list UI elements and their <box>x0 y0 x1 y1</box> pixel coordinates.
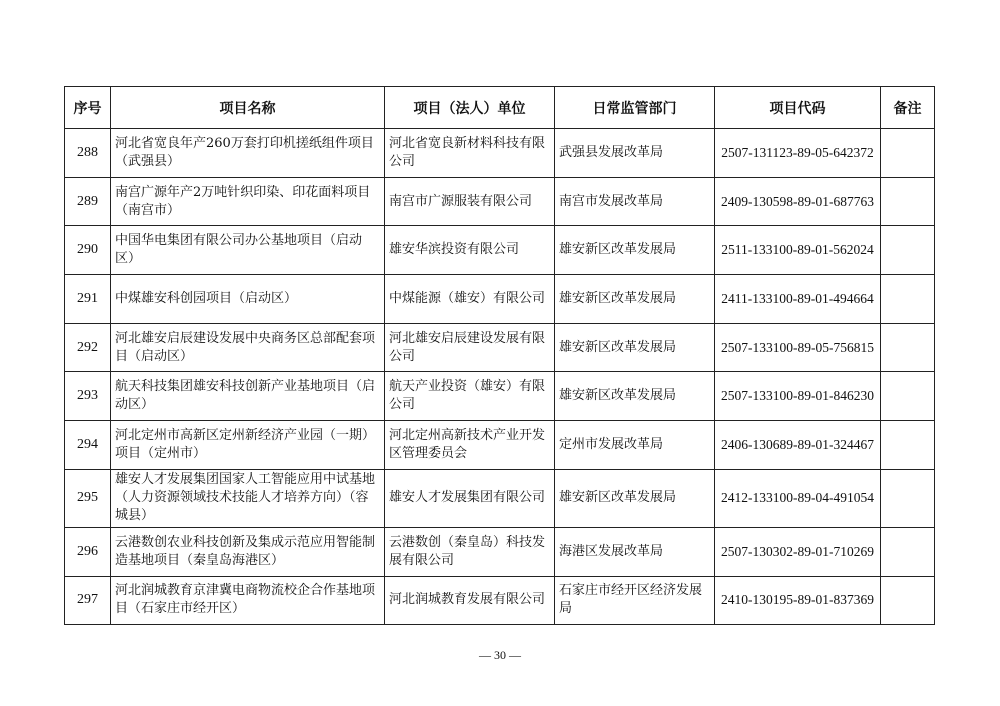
row-no: 295 <box>65 469 111 527</box>
row-dept: 南宫市发展改革局 <box>555 177 715 226</box>
row-name: 河北省宽良年产260万套打印机搓纸组件项目（武强县） <box>111 129 385 178</box>
row-code: 2507-133100-89-01-846230 <box>715 372 881 421</box>
row-name: 河北定州市高新区定州新经济产业园（一期）项目（定州市） <box>111 421 385 470</box>
row-remark <box>881 372 935 421</box>
row-dept: 雄安新区改革发展局 <box>555 469 715 527</box>
row-no: 293 <box>65 372 111 421</box>
row-dept: 雄安新区改革发展局 <box>555 275 715 324</box>
table-row <box>65 275 935 324</box>
header-remark: 备注 <box>881 87 935 129</box>
row-code: 2406-130689-89-01-324467 <box>715 421 881 470</box>
row-remark <box>881 177 935 226</box>
row-unit: 河北润城教育发展有限公司 <box>385 576 555 625</box>
row-unit: 航天产业投资（雄安）有限公司 <box>385 372 555 421</box>
row-unit: 雄安华滨投资有限公司 <box>385 226 555 275</box>
row-dept: 雄安新区改革发展局 <box>555 226 715 275</box>
row-name: 河北雄安启辰建设发展中央商务区总部配套项目（启动区） <box>111 323 385 372</box>
row-name: 河北润城教育京津冀电商物流校企合作基地项目（石家庄市经开区） <box>111 576 385 625</box>
row-code: 2507-131123-89-05-642372 <box>715 129 881 178</box>
row-no: 296 <box>65 527 111 576</box>
table-row <box>65 129 935 178</box>
row-code: 2411-133100-89-01-494664 <box>715 275 881 324</box>
table-row <box>65 177 935 226</box>
row-unit: 南宫市广源服装有限公司 <box>385 177 555 226</box>
row-unit: 河北雄安启辰建设发展有限公司 <box>385 323 555 372</box>
row-no: 289 <box>65 177 111 226</box>
row-remark <box>881 323 935 372</box>
row-unit: 中煤能源（雄安）有限公司 <box>385 275 555 324</box>
table-row <box>65 527 935 576</box>
header-dept: 日常监管部门 <box>555 87 715 129</box>
row-remark <box>881 527 935 576</box>
row-name: 中国华电集团有限公司办公基地项目（启动区） <box>111 226 385 275</box>
row-name: 雄安人才发展集团国家人工智能应用中试基地（人力资源领域技术技能人才培养方向）（容城县） <box>111 469 385 527</box>
header-name: 项目名称 <box>111 87 385 129</box>
row-unit: 雄安人才发展集团有限公司 <box>385 469 555 527</box>
row-remark <box>881 576 935 625</box>
row-no: 292 <box>65 323 111 372</box>
row-code: 2412-133100-89-04-491054 <box>715 469 881 527</box>
project-table <box>64 86 935 625</box>
row-unit: 云港数创（秦皇岛）科技发展有限公司 <box>385 527 555 576</box>
row-dept: 定州市发展改革局 <box>555 421 715 470</box>
header-unit: 项目（法人）单位 <box>385 87 555 129</box>
row-remark <box>881 421 935 470</box>
table-row <box>65 226 935 275</box>
row-remark <box>881 275 935 324</box>
row-no: 294 <box>65 421 111 470</box>
table-row <box>65 372 935 421</box>
row-remark <box>881 226 935 275</box>
row-remark <box>881 129 935 178</box>
header-no: 序号 <box>65 87 111 129</box>
table-row <box>65 323 935 372</box>
row-no: 288 <box>65 129 111 178</box>
table-row <box>65 421 935 470</box>
row-dept: 雄安新区改革发展局 <box>555 323 715 372</box>
row-code: 2507-130302-89-01-710269 <box>715 527 881 576</box>
page-number: — 30 — <box>479 648 521 662</box>
row-name: 南宫广源年产2万吨针织印染、印花面料项目（南宫市） <box>111 177 385 226</box>
row-no: 290 <box>65 226 111 275</box>
row-no: 291 <box>65 275 111 324</box>
header-code: 项目代码 <box>715 87 881 129</box>
row-no: 297 <box>65 576 111 625</box>
row-dept: 海港区发展改革局 <box>555 527 715 576</box>
table-header-row <box>65 87 935 129</box>
row-code: 2409-130598-89-01-687763 <box>715 177 881 226</box>
row-remark <box>881 469 935 527</box>
row-unit: 河北省宽良新材料科技有限公司 <box>385 129 555 178</box>
row-name: 中煤雄安科创园项目（启动区） <box>111 275 385 324</box>
row-dept: 石家庄市经开区经济发展局 <box>555 576 715 625</box>
row-unit: 河北定州高新技术产业开发区管理委员会 <box>385 421 555 470</box>
row-name: 航天科技集团雄安科技创新产业基地项目（启动区） <box>111 372 385 421</box>
table-row <box>65 469 935 527</box>
row-dept: 武强县发展改革局 <box>555 129 715 178</box>
row-code: 2507-133100-89-05-756815 <box>715 323 881 372</box>
row-code: 2511-133100-89-01-562024 <box>715 226 881 275</box>
row-code: 2410-130195-89-01-837369 <box>715 576 881 625</box>
row-dept: 雄安新区改革发展局 <box>555 372 715 421</box>
table-row <box>65 576 935 625</box>
row-name: 云港数创农业科技创新及集成示范应用智能制造基地项目（秦皇岛海港区） <box>111 527 385 576</box>
